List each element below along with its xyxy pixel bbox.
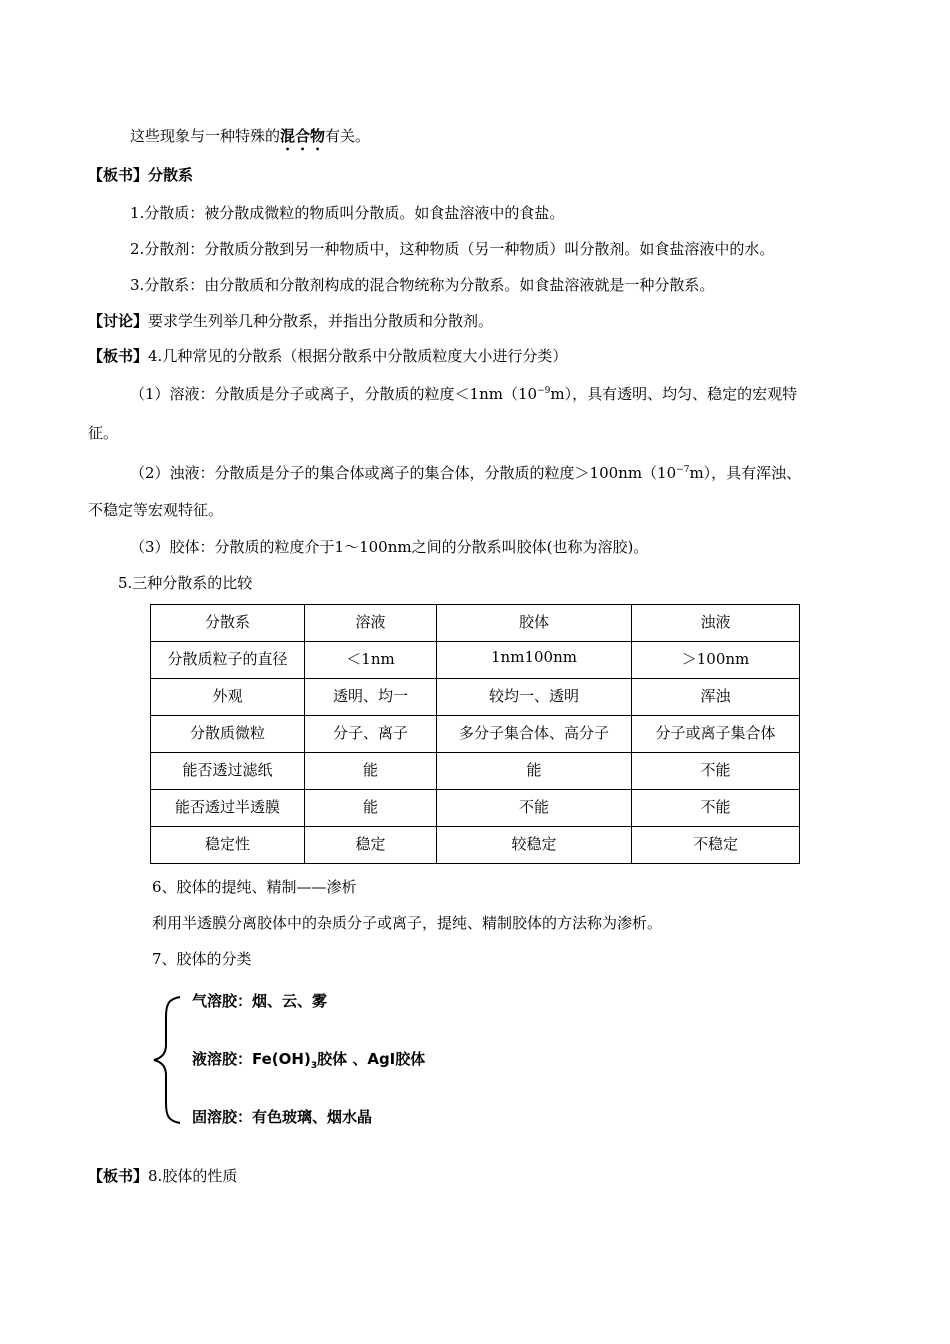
board-heading-1 bbox=[88, 165, 193, 185]
definition-2: 2.分散剂：分散质分散到另一种物质中，这种物质（另一种物质）叫分散剂。如食盐溶液中的水。 bbox=[130, 240, 775, 258]
solution-line-2: 征。 bbox=[88, 424, 119, 442]
discussion-text: 要求学生列举几种分散系，并指出分散质和分散剂。 bbox=[148, 312, 494, 330]
suspension-text-b: m），具有浑浊、 bbox=[689, 464, 802, 482]
table-cell: 分散质微粒 bbox=[151, 716, 305, 753]
table-cell: ＞100nm bbox=[632, 642, 800, 679]
discussion bbox=[88, 311, 493, 331]
table-row bbox=[151, 642, 800, 679]
curly-brace-icon bbox=[150, 995, 190, 1125]
table-cell: 能 bbox=[305, 753, 437, 790]
table-cell: 分子、离子 bbox=[305, 716, 437, 753]
discussion-tag: 【讨论】 bbox=[88, 312, 149, 330]
table-cell: 稳定 bbox=[305, 827, 437, 864]
liquid-sol-text-b: 胶体 、AgI胶体 bbox=[317, 1050, 426, 1068]
liquid-sol-text-a: 液溶胶：Fe(OH) bbox=[192, 1050, 311, 1068]
board-heading-2 bbox=[88, 346, 567, 366]
table-cell: 透明、均一 bbox=[305, 679, 437, 716]
board-text: 8.胶体的性质 bbox=[148, 1167, 238, 1185]
board-tag: 【板书】 bbox=[88, 347, 149, 365]
table-cell: 分子或离子集合体 bbox=[632, 716, 800, 753]
board-heading-3 bbox=[88, 1166, 237, 1186]
table-cell: ＜1nm bbox=[305, 642, 437, 679]
solution-line-1 bbox=[130, 381, 797, 404]
comparison-title: 5.三种分散系的比较 bbox=[118, 574, 253, 592]
suspension-line-2: 不稳定等宏观特征。 bbox=[88, 501, 224, 519]
table-header-cell: 溶液 bbox=[305, 605, 437, 642]
table-cell: 不能 bbox=[632, 790, 800, 827]
table-cell: 浑浊 bbox=[632, 679, 800, 716]
suspension-text-a: （2）浊液：分散质是分子的集合体或离子的集合体，分散质的粒度＞100nm（10 bbox=[130, 464, 677, 482]
board-tag: 【板书】 bbox=[88, 1167, 149, 1185]
table-cell: 能 bbox=[437, 753, 632, 790]
intro-suffix: 有关。 bbox=[325, 127, 371, 145]
suspension-exponent: −7 bbox=[676, 465, 690, 475]
solution-text-a: （1）溶液：分散质是分子或离子，分散质的粒度＜1nm（10 bbox=[130, 385, 538, 403]
table-cell: 能否透过滤纸 bbox=[151, 753, 305, 790]
table-cell: 分散质粒子的直径 bbox=[151, 642, 305, 679]
table-cell: 能 bbox=[305, 790, 437, 827]
table-header-cell: 浊液 bbox=[632, 605, 800, 642]
table-cell: 多分子集合体、高分子 bbox=[437, 716, 632, 753]
table-cell: 不稳定 bbox=[632, 827, 800, 864]
table-header-cell: 胶体 bbox=[437, 605, 632, 642]
table-row bbox=[151, 753, 800, 790]
table-row bbox=[151, 716, 800, 753]
table-cell: 外观 bbox=[151, 679, 305, 716]
table-cell: 稳定性 bbox=[151, 827, 305, 864]
table-header-row bbox=[151, 605, 800, 642]
intro-prefix: 这些现象与一种特殊的 bbox=[130, 127, 281, 145]
classification-title: 7、胶体的分类 bbox=[152, 950, 252, 968]
board-title: 分散系 bbox=[148, 166, 194, 184]
definition-1: 1.分散质：被分散成微粒的物质叫分散质。如食盐溶液中的食盐。 bbox=[130, 204, 565, 222]
table-cell: 1nm100nm bbox=[437, 642, 632, 679]
table-cell: 不能 bbox=[632, 753, 800, 790]
solution-exponent: −9 bbox=[537, 386, 551, 396]
table-cell: 不能 bbox=[437, 790, 632, 827]
board-tag: 【板书】 bbox=[88, 166, 149, 184]
aerosol-item: 气溶胶：烟、云、雾 bbox=[192, 992, 328, 1010]
suspension-line-1 bbox=[130, 460, 801, 483]
table-row bbox=[151, 827, 800, 864]
board-text: 4.几种常见的分散系（根据分散系中分散质粒度大小进行分类） bbox=[148, 347, 568, 365]
colloid-line: （3）胶体：分散质的粒度介于1～100nm之间的分散系叫胶体(也称为溶胶)。 bbox=[130, 538, 649, 556]
intro-sentence bbox=[130, 126, 370, 154]
definition-3: 3.分散系：由分散质和分散剂构成的混合物统称为分散系。如食盐溶液就是一种分散系。 bbox=[130, 276, 715, 294]
solution-text-b: m），具有透明、均匀、稳定的宏观特 bbox=[550, 385, 798, 403]
purification-title: 6、胶体的提纯、精制——渗析 bbox=[152, 878, 357, 896]
table-cell: 较均一、透明 bbox=[437, 679, 632, 716]
liquid-sol-subscript: 3 bbox=[310, 1061, 318, 1071]
solid-sol-item: 固溶胶：有色玻璃、烟水晶 bbox=[192, 1108, 373, 1126]
table-cell: 较稳定 bbox=[437, 827, 632, 864]
table-header-cell: 分散系 bbox=[151, 605, 305, 642]
comparison-table bbox=[150, 604, 800, 864]
intro-emphasis: 混合物 bbox=[280, 127, 326, 145]
table-cell: 能否透过半透膜 bbox=[151, 790, 305, 827]
liquid-sol-item bbox=[192, 1048, 425, 1071]
table-row bbox=[151, 790, 800, 827]
purification-text: 利用半透膜分离胶体中的杂质分子或离子，提纯、精制胶体的方法称为渗析。 bbox=[152, 914, 663, 932]
table-row bbox=[151, 679, 800, 716]
